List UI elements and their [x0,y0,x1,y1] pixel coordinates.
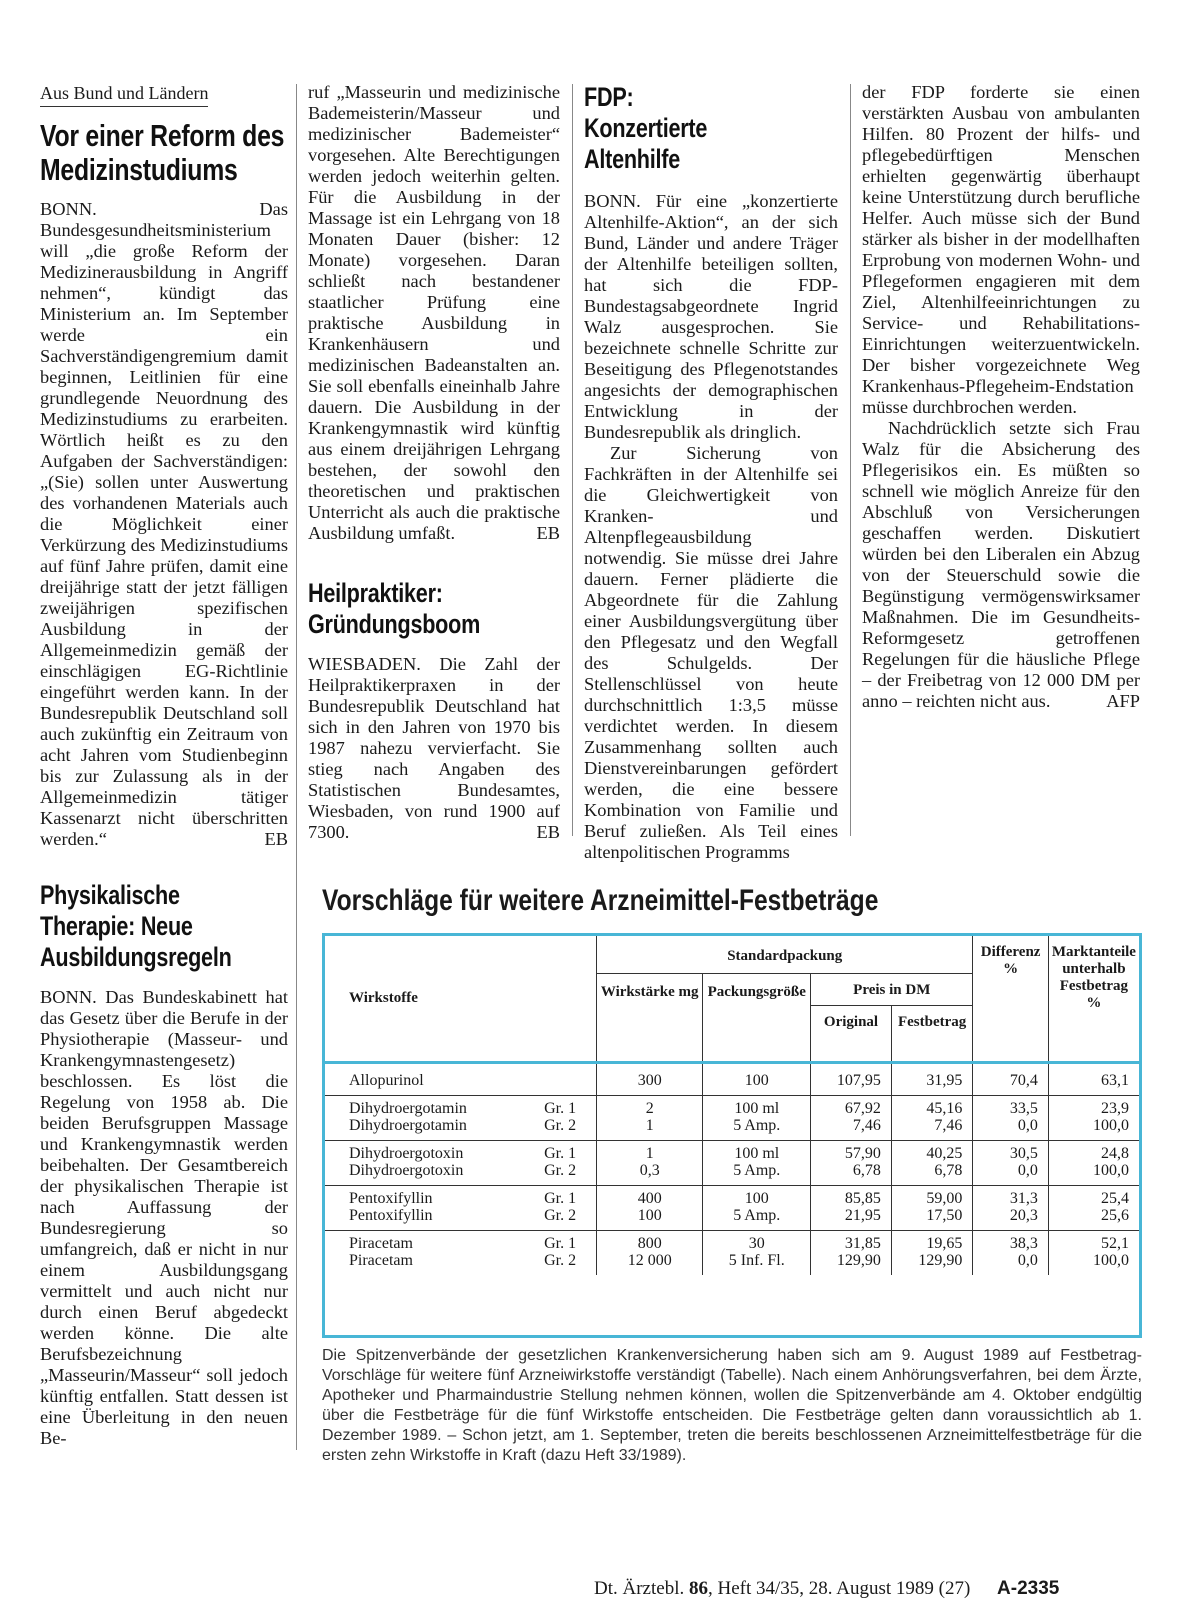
column-rule [572,84,573,836]
cell-differenz: 38,3 0,0 [973,1231,1048,1276]
cell-festbetrag: 19,65 129,90 [891,1231,973,1276]
cell-wirkstoff: Piracetam Gr. 1 Piracetam Gr. 2 [325,1231,597,1276]
table-row [325,1096,1139,1141]
cell-wirkstaerke: 400 100 [597,1186,703,1231]
article-signature: AFP [1106,691,1140,711]
article-physikalische-therapie-continued [308,82,560,544]
cell-differenz: 31,3 20,3 [973,1186,1048,1231]
cell-wirkstaerke: 2 1 [597,1096,703,1141]
cell-differenz: 30,5 0,0 [973,1141,1048,1186]
cell-wirkstaerke: 1 0,3 [597,1141,703,1186]
article-heilpraktiker [308,654,560,843]
article-signature: EB [264,829,288,849]
cell-original: 57,90 6,78 [811,1141,892,1186]
article-paragraph: ruf „Masseurin und medizinische Bademeisterin/Masseur und medizinischer Bademeister“ vorgesehen. Alte Berechtigungen werden jedoch weiterhin gelten. Für die Ausbildung in der Massage ist ein Lehrgang von 18 Monaten Dauer (bisher: 12 Monate) vorgesehen. Daran schließt nach bestandener staatlicher Prüfung eine praktische Ausbildung in Krankenhäusern und medizinischen Badeanstalten an. Sie soll ebenfalls eineinhalb Jahre dauern. Die Ausbildung in der Krankengymnastik wird künftig aus einem dreijährigen Lehrgang bestehen, der sowohl den theoretischen und praktischen Unterricht als auch die praktische Ausbildung umfaßt. EB [308,82,560,543]
cell-wirkstaerke: 800 12 000 [597,1231,703,1276]
page-footer [594,1578,1059,1600]
cell-marktanteil: 24,8 100,0 [1048,1141,1139,1186]
article-fdp-altenhilfe [584,191,838,863]
col-header-standardpackung: Standardpackung [597,936,973,974]
cell-wirkstoff: Allopurinol [349,1072,424,1089]
cell-packung: 100 ml 5 Amp. [703,1096,811,1141]
col-header-wirkstoffe: Wirkstoffe [349,990,418,1006]
article-paragraph: Nachdrücklich setzte sich Frau Walz für die Absicherung des Pflegerisikos ein. Es müßten so schnell wie möglich Anreize für den Abschluß von Versicherungen geschaffen werden. Diskutiert würden bei den Liberalen ein Abzug von der Steuerschuld sowie die Begünstigung vermögenswirksamer Maßnahmen. Die im Gesundheits-Reformgesetz getroffenen Regelungen für die häusliche Pflege – der Freibetrag von 12 000 DM per anno – reichten nicht aus. AFP [862,418,1140,711]
article-signature: EB [536,523,560,543]
cell-wirkstoff: Dihydroergotamin Gr. 1 Dihydroergotamin Gr. 2 [325,1096,597,1141]
headline-physikalische-therapie: Physikalische Therapie: Neue Ausbildungsregeln [40,880,232,972]
table-row [325,1231,1139,1276]
column-rule [850,84,851,836]
cell-packung: 100 ml 5 Amp. [703,1141,811,1186]
table-row [325,1064,1139,1096]
col-header-marktanteile: Marktanteile unterhalb Festbetrag % [1048,936,1139,1063]
col-header-packungsgroesse: Packungsgröße [703,974,811,1063]
col-header-original: Original [811,1006,892,1063]
article-paragraph: der FDP forderte sie einen verstärkten Ausbau von ambulanten Hilfen. 80 Prozent der hilfs- und pflegebedürftigen Menschen erhielten gegenwärtig überhaupt keine Unterstützung durch berufliche Helfer. Auch müsse sich der Bund stärker als bisher in der modellhaften Erprobung von modernen Wohn- und Pflegeformen engagieren mit dem Ziel, Altenhilfeeinrichtungen zu Service- und Rehabilitations-Einrichtungen weiterzuentwickeln. Der bisher vorgezeichnete Weg Krankenhaus-Pflegeheim-Endstation müsse durchbrochen werden. [862,82,1140,417]
cell-original: 67,92 7,46 [811,1096,892,1141]
cell-marktanteil: 52,1 100,0 [1048,1231,1139,1276]
col-header-festbetrag: Festbetrag [891,1006,973,1063]
column-rule [296,84,297,1450]
table-row [325,1186,1139,1231]
cell-marktanteil: 25,4 25,6 [1048,1186,1139,1231]
cell-wirkstoff: Pentoxifyllin Gr. 1 Pentoxifyllin Gr. 2 [325,1186,597,1231]
col-header-wirkstaerke: Wirkstärke mg [597,974,703,1063]
cell-differenz: 70,4 [973,1064,1048,1096]
journal-name: Dt. Ärztebl. [594,1578,685,1599]
festbetraege-table-frame [322,933,1142,1338]
article-reform-medizinstudium [40,199,288,850]
column-1 [40,82,288,1449]
journal-volume: 86 [688,1578,708,1599]
page-number: A-2335 [997,1578,1060,1599]
section-label: Aus Bund und Ländern [40,82,208,107]
column-3 [584,82,838,863]
table-row [325,1141,1139,1186]
cell-marktanteil: 63,1 [1048,1064,1139,1096]
issue-date: , Heft 34/35, 28. August 1989 (27) [707,1578,971,1599]
cell-marktanteil: 23,9 100,0 [1048,1096,1139,1141]
table-title: Vorschläge für weitere Arzneimittel-Festbeträge [322,884,879,917]
cell-packung: 100 5 Amp. [703,1186,811,1231]
cell-packung: 30 5 Inf. Fl. [703,1231,811,1276]
headline-reform-medizinstudium: Vor einer Reform des Medizinstudiums [40,118,285,187]
cell-original: 31,85 129,90 [811,1231,892,1276]
headline-fdp-altenhilfe: FDP: Konzertierte Altenhilfe [584,82,708,174]
cell-festbetrag: 31,95 [891,1064,973,1096]
headline-heilpraktiker: Heilpraktiker: Gründungsboom [308,578,481,639]
cell-wirkstoff: Dihydroergotoxin Gr. 1 Dihydroergotoxin Gr. 2 [325,1141,597,1186]
cell-wirkstaerke: 300 [597,1064,703,1096]
column-4 [862,82,1140,712]
table-caption: Die Spitzenverbände der gesetzlichen Krankenversicherung haben sich am 9. August 1989 auf Festbetrag-Vorschläge für weitere fünf Arzneiwirkstoffe verständigt (Tabelle). Nach einem Anhörungsverfahren, bei dem Ärzte, Apotheker und Pharmaindustrie Stellung nehmen können, wollen die Spitzenverbände am 4. Oktober endgültig über die Festbeträge für die fünf Wirkstoffe entscheiden. Die Festbeträge gelten dann voraussichtlich ab 1. Dezember 1989. – Schon jetzt, am 1. September, treten die bereits beschlossenen Arzneimittelfestbeträge für die ersten zehn Wirkstoffe in Kraft (dazu Heft 33/1989). [322,1347,1142,1464]
cell-festbetrag: 45,16 7,46 [891,1096,973,1141]
cell-original: 107,95 [811,1064,892,1096]
article-physikalische-therapie [40,987,288,1449]
article-paragraph: Zur Sicherung von Fachkräften in der Altenhilfe sei die Gleichwertigkeit von Kranken- und Altenpflegeausbildung notwendig. Sie müsse drei Jahre dauern. Ferner plädierte die Abgeordnete für die Zahlung einer Ausbildungsvergütung über den Pflegesatz und den Wegfall des Schulgelds. Der Stellenschlüssel von heute durchschnittlich 1:3,5 müsse verdichtet werden. In diesem Zusammenhang sollten auch Dienstvereinbarungen gefördert werden, die eine bessere Kombination von Familie und Beruf zuließen. Als Teil eines altenpolitischen Programms [584,443,838,862]
col-header-preis: Preis in DM [811,974,973,1006]
article-paragraph: BONN. Das Bundeskabinett hat das Gesetz über die Berufe in der Physiotherapie (Masseur- und Krankengymnastengesetz) beschlossen. Es löst die Regelung von 1958 ab. Die beiden Berufsgruppen Massage und Krankengymnastik werden beibehalten. Der Gesamtbereich der physikalischen Therapie ist nach Auffassung der Bundesregierung so umfangreich, daß er nicht in nur einem Ausbildungsgang vermittelt und auch nicht nur durch einen Beruf abgedeckt werden könne. Die alte Berufsbezeichnung „Masseurin/Masseur“ soll jedoch künftig entfallen. Statt dessen ist eine Überleitung in den neuen Be- [40,987,288,1448]
cell-packung: 100 [703,1064,811,1096]
article-paragraph: BONN. Das Bundesgesundheitsministerium will „die große Reform der Medizinerausbildung in Angriff nehmen“, kündigt das Ministerium an. Im September werde ein Sachverständigengremium damit beginnen, Leitlinien für eine grundlegende Neuordnung des Medizinstudiums zu erarbeiten. Wörtlich heißt es zu den Aufgaben der Sachverständigen: „(Sie) sollen unter Auswertung des vorhandenen Materials auch die Möglichkeit einer Verkürzung des Medizinstudiums auf fünf Jahre prüfen, damit eine dreijährige statt der jetzt fälligen zweijährigen spezifischen Ausbildung in der Allgemeinmedizin gemäß der einschlägigen EG-Richtlinie eingeführt werden kann. In der Bundesrepublik Deutschland soll auch zukünftig ein Zeitraum von acht Jahren vom Studienbeginn bis zur Zulassung als in der Allgemeinmedizin tätiger Kassenarzt nicht überschritten werden.“ EB [40,199,288,849]
cell-differenz: 33,5 0,0 [973,1096,1048,1141]
cell-festbetrag: 59,00 17,50 [891,1186,973,1231]
column-2 [308,82,560,843]
article-paragraph: WIESBADEN. Die Zahl der Heilpraktikerpraxen in der Bundesrepublik Deutschland hat sich in den Jahren von 1970 bis 1987 nahezu vervierfacht. Sie stieg nach Angaben des Statistischen Bundesamtes, Wiesbaden, von rund 1900 auf 7300. EB [308,654,560,842]
article-fdp-altenhilfe-continued [862,82,1140,712]
cell-original: 85,85 21,95 [811,1186,892,1231]
cell-festbetrag: 40,25 6,78 [891,1141,973,1186]
article-paragraph: BONN. Für eine „konzertierte Altenhilfe-Aktion“, an der sich Bund, Länder und andere Träger der Altenhilfe beteiligen sollten, hat sich die FDP-Bundestagsabgeordnete Ingrid Walz ausgesprochen. Sie bezeichnete schnelle Schritte zur Beseitigung des Pflegenotstandes angesichts der demographischen Entwicklung in der Bundesrepublik als dringlich. [584,191,838,442]
festbetraege-table [325,936,1139,1275]
col-header-differenz: Differenz % [973,936,1048,1063]
article-signature: EB [536,822,560,842]
